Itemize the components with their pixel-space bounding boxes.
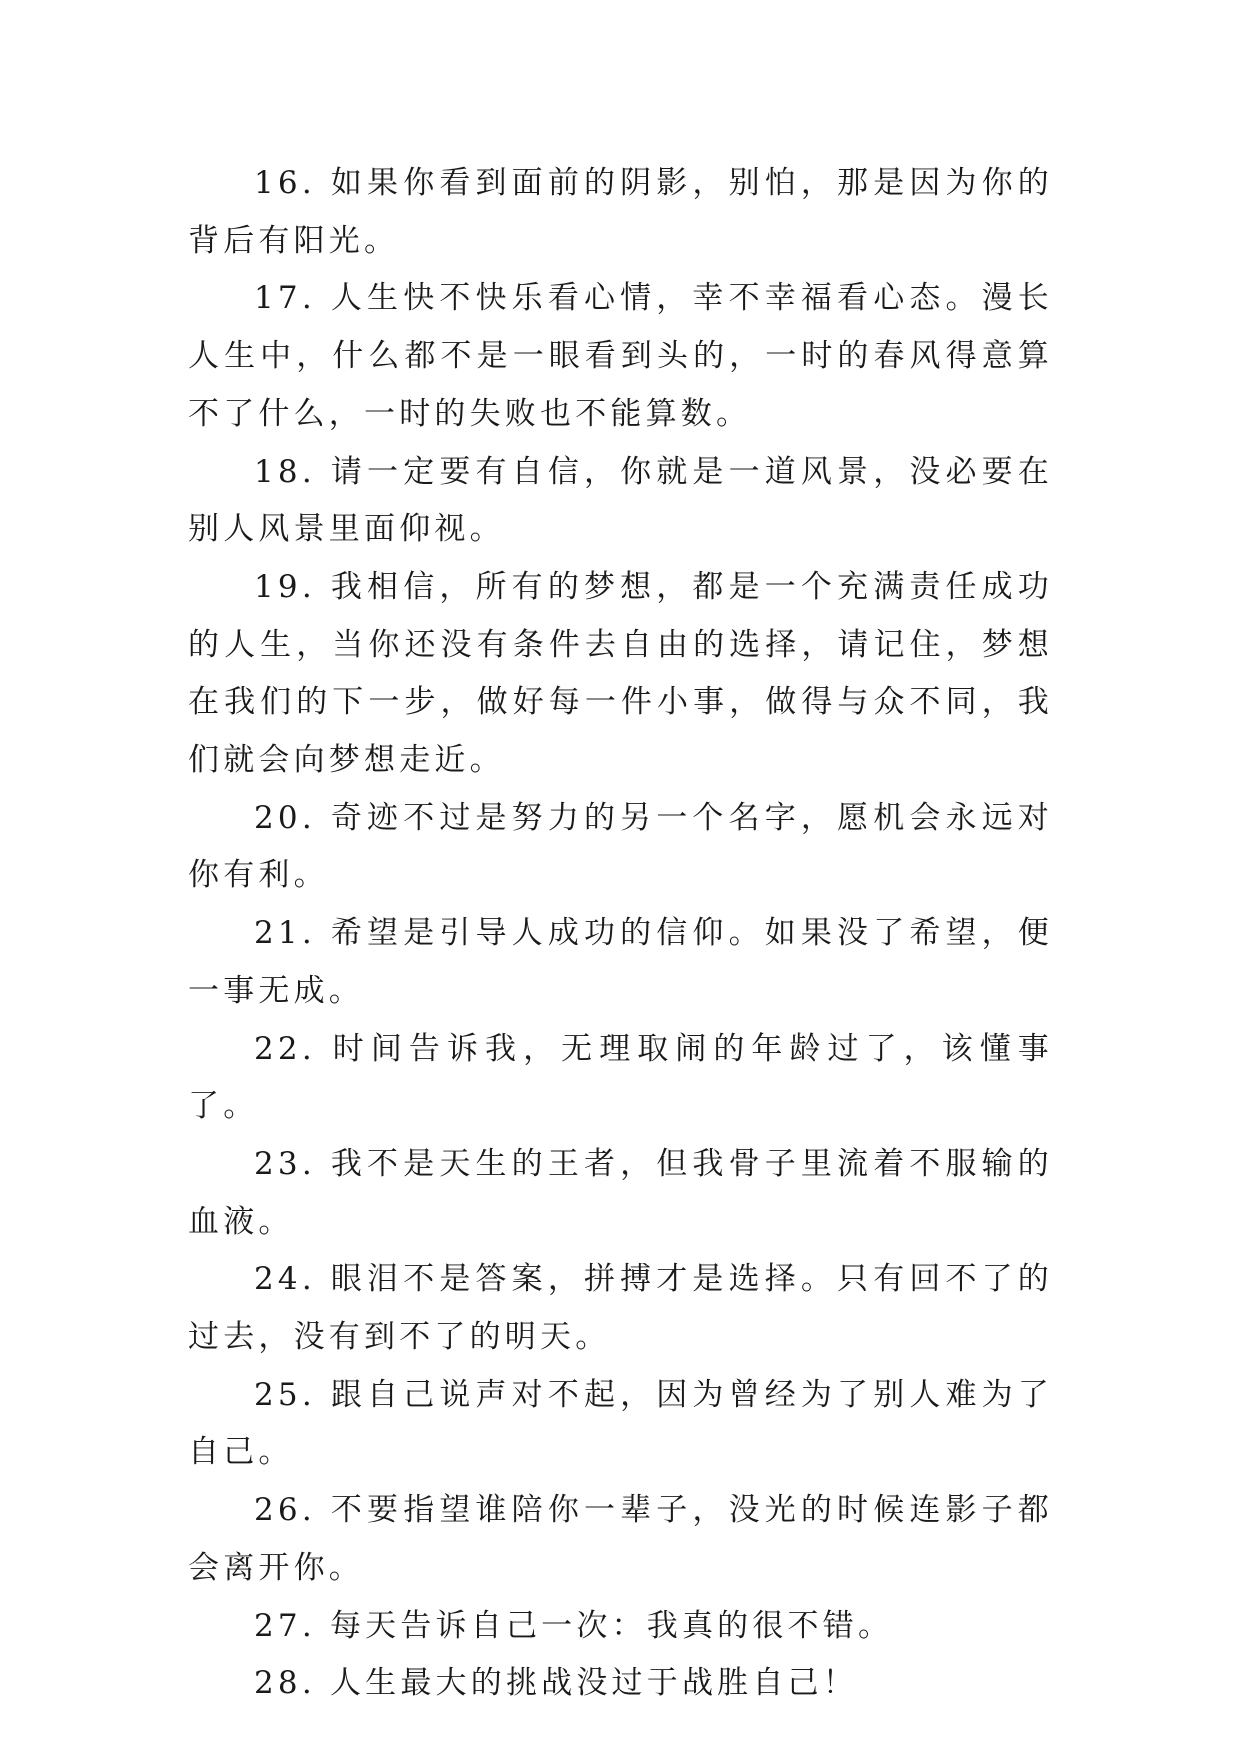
- quote-19: 19. 我相信，所有的梦想，都是一个充满责任成功的人生，当你还没有条件去自由的选择，请记住，梦想在我们的下一步，做好每一件小事，做得与众不同，我们就会向梦想走近。: [188, 568, 1053, 779]
- quote-25: 25. 跟自己说声对不起，因为曾经为了别人难为了自己。: [188, 1376, 1053, 1471]
- document-body: [188, 155, 1053, 1713]
- quote-27: 27. 每天告诉自己一次：我真的很不错。: [254, 1607, 894, 1644]
- quote-22: 22. 时间告诉我，无理取闹的年龄过了，该懂事了。: [188, 1030, 1053, 1125]
- quote-21: 21. 希望是引导人成功的信仰。如果没了希望，便一事无成。: [188, 915, 1053, 1009]
- quote-16: 16. 如果你看到面前的阴影，别怕，那是因为你的背后有阳光。: [188, 165, 1053, 259]
- quote-23: 23. 我不是天生的王者，但我骨子里流着不服输的血液。: [188, 1145, 1053, 1240]
- quote-20: 20. 奇迹不过是努力的另一个名字，愿机会永远对你有利。: [188, 799, 1053, 894]
- quote-26: 26. 不要指望谁陪你一辈子，没光的时候连影子都会离开你。: [188, 1492, 1053, 1586]
- quote-28: 28. 人生最大的挑战没过于战胜自己！: [254, 1665, 858, 1702]
- quote-17: 17. 人生快不快乐看心情，幸不幸福看心态。漫长人生中，什么都不是一眼看到头的，一时的春风得意算不了什么，一时的失败也不能算数。: [188, 280, 1053, 432]
- quote-18: 18. 请一定要有自信，你就是一道风景，没必要在别人风景里面仰视。: [188, 453, 1053, 548]
- quote-24: 24. 眼泪不是答案，拼搏才是选择。只有回不了的过去，没有到不了的明天。: [188, 1261, 1053, 1356]
